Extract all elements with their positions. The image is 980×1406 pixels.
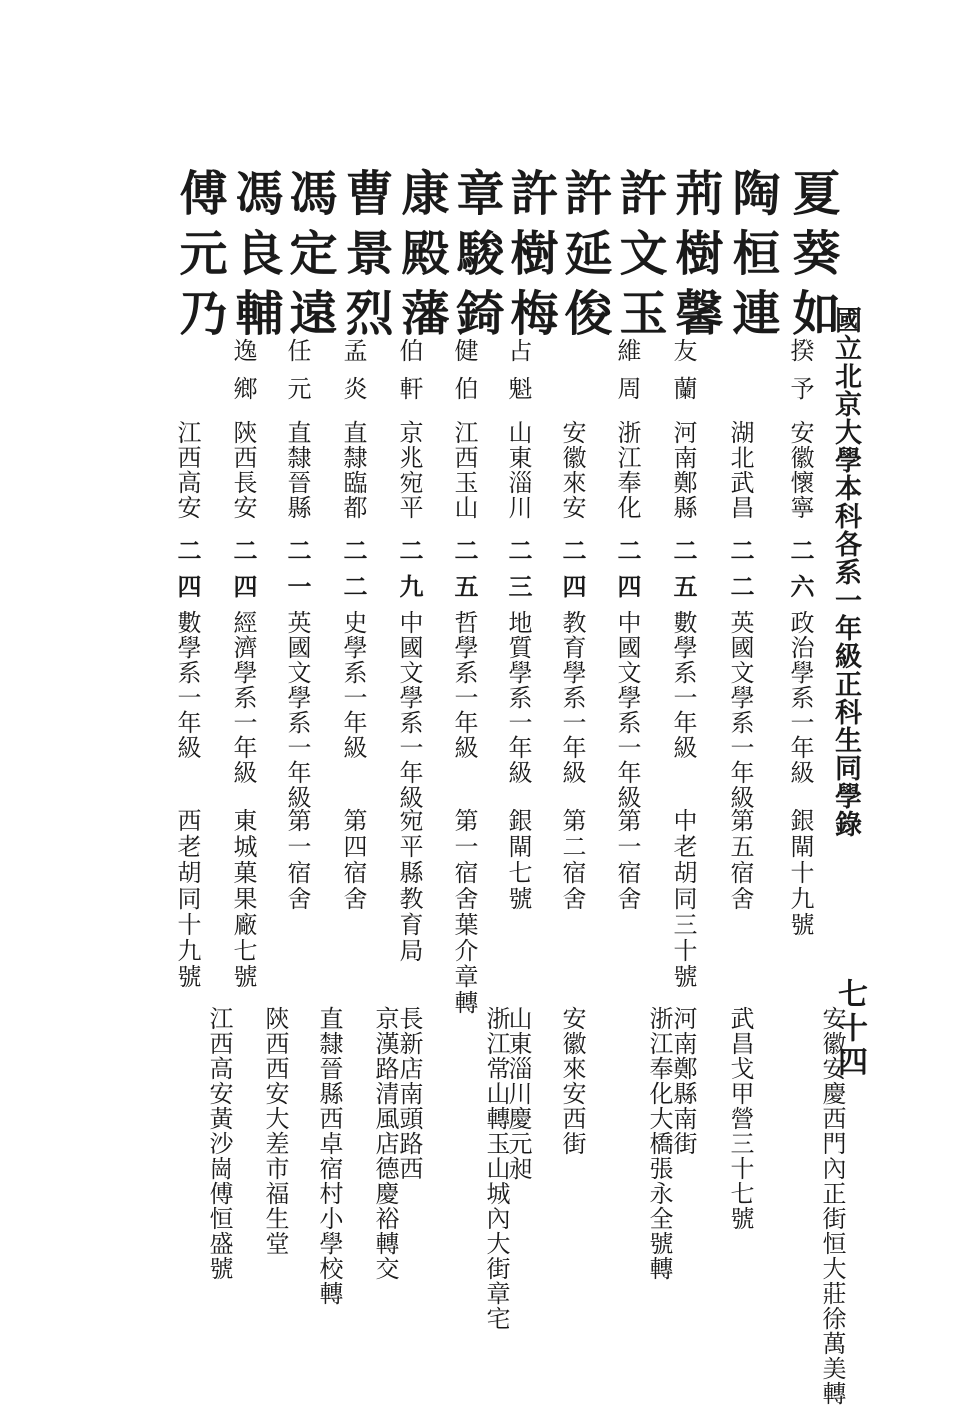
student-department: 數學系一年級 — [173, 610, 201, 760]
student-age: 二四 — [613, 538, 642, 610]
student-name: 章駿錡 — [448, 168, 504, 348]
student-name: 馮定遠 — [281, 168, 337, 348]
student-alias: 維周 — [613, 338, 641, 414]
student-age: 二四 — [229, 538, 258, 610]
student-permanent-address: 直隸晉縣西卓宿村小學校轉 — [315, 1006, 343, 1306]
page-number: 七十四 — [832, 978, 867, 1080]
student-permanent-address: 京漢路清風店德慶裕轉交 — [371, 1006, 399, 1281]
student-age: 二二 — [339, 538, 368, 610]
student-name: 許文玉 — [611, 168, 667, 348]
student-native-place: 江西玉山 — [450, 420, 478, 520]
student-local-address: 銀閘十九號 — [786, 808, 814, 938]
student-department: 英國文學系一年級 — [283, 610, 311, 810]
student-age: 二四 — [173, 538, 202, 610]
student-local-address: 銀閘七號 — [504, 808, 532, 912]
student-native-place: 河南鄭縣 — [669, 420, 697, 520]
student-native-place: 京兆宛平 — [395, 420, 423, 520]
student-local-address: 第五宿舍 — [726, 808, 754, 912]
student-name: 陶桓連 — [724, 168, 780, 348]
student-native-place: 直隸晉縣 — [283, 420, 311, 520]
student-permanent-address: 河南鄭縣南街 — [669, 1006, 697, 1156]
student-alias: 逸鄉 — [229, 338, 257, 414]
student-department: 地質學系一年級 — [504, 610, 532, 785]
student-permanent-address: 安徽安慶西門內正街恒大莊徐萬美轉 — [818, 1006, 846, 1406]
student-permanent-address: 安徽來安西街 — [558, 1006, 586, 1156]
student-entry — [446, 168, 510, 1331]
student-name: 夏葵如 — [784, 168, 840, 348]
student-native-place: 安徽懷寧 — [786, 420, 814, 520]
student-permanent-address: 武昌戈甲營三十七號 — [726, 1006, 754, 1231]
student-age: 二六 — [786, 538, 815, 610]
student-permanent-address: 陝西西安大差市福生堂 — [261, 1006, 289, 1256]
student-age: 二二 — [726, 538, 755, 610]
student-local-address: 宛平縣教育局 — [395, 808, 423, 964]
student-local-address: 第一宿舍葉介章轉 — [450, 808, 478, 1016]
student-department: 哲學系一年級 — [450, 610, 478, 760]
student-entry — [554, 168, 612, 1248]
student-department: 政治學系一年級 — [786, 610, 814, 785]
student-department: 數學系一年級 — [669, 610, 697, 760]
student-local-address: 中老胡同三十號 — [669, 808, 697, 990]
student-entry — [169, 168, 233, 1281]
student-age: 二四 — [558, 538, 587, 610]
student-name: 馮良輔 — [227, 168, 283, 348]
student-native-place: 湖北武昌 — [726, 420, 754, 520]
student-local-address: 第一宿舍 — [613, 808, 641, 912]
student-department: 中國文學系一年級 — [613, 610, 641, 810]
student-native-place: 山東淄川 — [504, 420, 532, 520]
student-native-place: 安徽來安 — [558, 420, 586, 520]
student-name: 荊樹馨 — [667, 168, 723, 348]
student-permanent-address: 浙江奉化大橋張永全號轉 — [645, 1006, 673, 1281]
student-age: 二一 — [283, 538, 312, 610]
student-name: 許樹梅 — [502, 168, 558, 348]
student-native-place: 江西高安 — [173, 420, 201, 520]
student-name: 康殿藩 — [393, 168, 449, 348]
student-age: 二五 — [669, 538, 698, 610]
student-alias: 揆予 — [786, 338, 814, 414]
student-local-address: 第二宿舍 — [558, 808, 586, 912]
student-alias: 健伯 — [450, 338, 478, 414]
student-local-address: 第四宿舍 — [339, 808, 367, 912]
student-entry — [609, 168, 673, 1281]
student-age: 二五 — [450, 538, 479, 610]
student-alias: 友蘭 — [669, 338, 697, 414]
student-alias: 孟炎 — [339, 338, 367, 414]
student-name: 許延俊 — [556, 168, 612, 348]
student-native-place: 浙江奉化 — [613, 420, 641, 520]
student-department: 教育學系一年級 — [558, 610, 586, 785]
student-native-place: 直隸臨都 — [339, 420, 367, 520]
student-department: 經濟學系一年級 — [229, 610, 257, 785]
student-local-address: 東城菓果廠七號 — [229, 808, 257, 990]
student-alias: 任元 — [283, 338, 311, 414]
student-age: 二九 — [395, 538, 424, 610]
student-permanent-address: 長新店南頭路西 — [395, 1006, 423, 1181]
page-title: 國立北京大學本科各系一年級正科生同學錄 — [830, 306, 861, 838]
student-local-address: 西老胡同十九號 — [173, 808, 201, 990]
student-local-address: 第一宿舍 — [283, 808, 311, 912]
student-name: 曹景烈 — [337, 168, 393, 348]
student-permanent-address: 江西高安黃沙崗傅恒盛號 — [205, 1006, 233, 1281]
student-alias: 伯軒 — [395, 338, 423, 414]
student-department: 史學系一年級 — [339, 610, 367, 760]
student-permanent-address: 山東淄川慶元昶 — [504, 1006, 532, 1181]
student-entry — [722, 168, 780, 1248]
student-department: 英國文學系一年級 — [726, 610, 754, 810]
student-department: 中國文學系一年級 — [395, 610, 423, 810]
student-permanent-address: 浙江常山轉玉山城內大街章宅 — [482, 1006, 510, 1331]
student-native-place: 陝西長安 — [229, 420, 257, 520]
student-age: 二三 — [504, 538, 533, 610]
student-name: 傅元乃 — [171, 168, 227, 348]
student-alias: 占魁 — [504, 338, 532, 414]
